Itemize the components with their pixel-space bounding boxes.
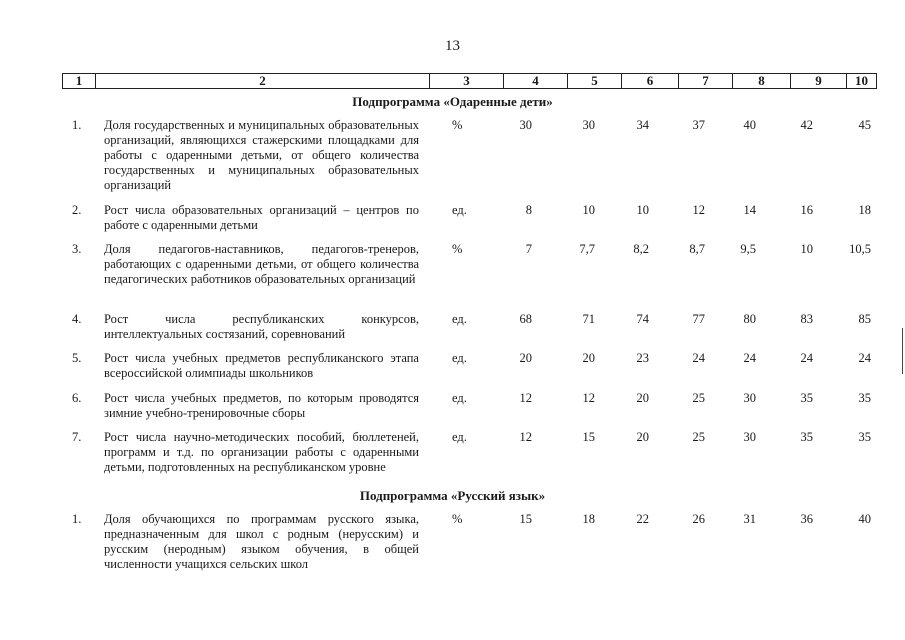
row-value: 16 <box>800 203 813 217</box>
row-unit: ед. <box>452 203 467 217</box>
section-title-gifted-children: Подпрограмма «Одаренные дети» <box>352 94 553 109</box>
row-value: 24 <box>800 351 813 365</box>
col-header-8: 8 <box>733 74 791 89</box>
row-number: 7. <box>72 430 82 444</box>
row-value: 12 <box>519 391 532 405</box>
row-value: 20 <box>636 391 649 405</box>
row-value: 24 <box>858 351 871 365</box>
row-number: 1. <box>72 512 82 526</box>
row-value: 26 <box>692 512 705 526</box>
row-value: 77 <box>692 312 705 326</box>
section-title-russian-language: Подпрограмма «Русский язык» <box>359 488 546 503</box>
row-value: 31 <box>743 512 756 526</box>
row-value: 7,7 <box>579 242 595 256</box>
col-header-5: 5 <box>568 74 622 89</box>
row-value: 8 <box>525 203 532 217</box>
row-value: 9,5 <box>740 242 756 256</box>
col-header-2: 2 <box>96 74 430 89</box>
row-value: 10 <box>582 203 595 217</box>
row-description: Доля педагогов-наставников, педагогов-тренеров, работающих с одаренными детьми, от общего количества педагогических работников образовательных организаций <box>104 242 419 286</box>
row-unit: % <box>452 118 463 132</box>
row-number: 6. <box>72 391 82 405</box>
row-value: 7 <box>525 242 532 256</box>
row-value: 14 <box>743 203 756 217</box>
row-value: 40 <box>858 512 871 526</box>
row-description: Рост числа учебных предметов республиканского этапа всероссийской олимпиады школьников <box>104 351 419 380</box>
col-header-3: 3 <box>430 74 504 89</box>
col-header-7: 7 <box>679 74 733 89</box>
row-value: 20 <box>519 351 532 365</box>
row-value: 22 <box>636 512 649 526</box>
row-value: 40 <box>743 118 756 132</box>
col-header-4: 4 <box>504 74 568 89</box>
col-header-6: 6 <box>622 74 679 89</box>
row-value: 30 <box>582 118 595 132</box>
row-number: 2. <box>72 203 82 217</box>
column-header-table <box>62 73 877 89</box>
row-value: 15 <box>519 512 532 526</box>
row-value: 35 <box>858 430 871 444</box>
row-value: 30 <box>743 430 756 444</box>
row-value: 23 <box>636 351 649 365</box>
row-description: Доля обучающихся по программам русского языка, предназначенным для школ с родным (нерусским) и русским (неродным) языком обучения, в общей численности учащихся сельских школ <box>104 512 419 571</box>
row-value: 30 <box>743 391 756 405</box>
row-value: 34 <box>636 118 649 132</box>
row-value: 36 <box>800 512 813 526</box>
page-number: 13 <box>445 38 460 54</box>
scan-edge-mark <box>899 328 903 374</box>
row-value: 35 <box>800 391 813 405</box>
row-value: 18 <box>858 203 871 217</box>
row-value: 80 <box>743 312 756 326</box>
row-value: 71 <box>582 312 595 326</box>
row-number: 1. <box>72 118 82 132</box>
row-value: 12 <box>519 430 532 444</box>
row-description: Доля государственных и муниципальных образовательных организаций, являющихся стажерскими площадками для работы с одаренными детьми, от общего количества государственных и муниципальных образовательных организаций <box>104 118 419 192</box>
row-description: Рост числа образовательных организаций – центров по работе с одаренными детьми <box>104 203 419 232</box>
row-number: 4. <box>72 312 82 326</box>
row-value: 10 <box>636 203 649 217</box>
col-header-10: 10 <box>847 74 877 89</box>
row-value: 25 <box>692 391 705 405</box>
row-value: 15 <box>582 430 595 444</box>
row-unit: ед. <box>452 430 467 444</box>
row-value: 18 <box>582 512 595 526</box>
row-unit: % <box>452 512 463 526</box>
row-unit: ед. <box>452 312 467 326</box>
row-value: 30 <box>519 118 532 132</box>
row-unit: % <box>452 242 463 256</box>
row-value: 24 <box>743 351 756 365</box>
row-unit: ед. <box>452 351 467 365</box>
row-value: 37 <box>692 118 705 132</box>
row-value: 45 <box>858 118 871 132</box>
row-value: 83 <box>800 312 813 326</box>
row-value: 8,7 <box>689 242 705 256</box>
row-value: 20 <box>582 351 595 365</box>
row-value: 68 <box>519 312 532 326</box>
row-value: 10 <box>800 242 813 256</box>
row-value: 85 <box>858 312 871 326</box>
row-value: 35 <box>858 391 871 405</box>
row-value: 8,2 <box>633 242 649 256</box>
row-description: Рост числа учебных предметов, по которым проводятся зимние учебно-тренировочные сборы <box>104 391 419 420</box>
row-value: 42 <box>800 118 813 132</box>
row-description: Рост числа республиканских конкурсов, интеллектуальных состязаний, соревнований <box>104 312 419 341</box>
row-value: 35 <box>800 430 813 444</box>
col-header-1: 1 <box>63 74 96 89</box>
col-header-9: 9 <box>791 74 847 89</box>
row-number: 3. <box>72 242 82 256</box>
row-value: 20 <box>636 430 649 444</box>
row-description: Рост числа научно-методических пособий, бюллетеней, программ и т.д. по организации работы с одаренными детьми, подготовленных на республиканском уровне <box>104 430 419 474</box>
row-value: 25 <box>692 430 705 444</box>
row-value: 74 <box>636 312 649 326</box>
row-value: 12 <box>582 391 595 405</box>
row-value: 12 <box>692 203 705 217</box>
row-number: 5. <box>72 351 82 365</box>
row-value: 10,5 <box>849 242 871 256</box>
row-value: 24 <box>692 351 705 365</box>
row-unit: ед. <box>452 391 467 405</box>
